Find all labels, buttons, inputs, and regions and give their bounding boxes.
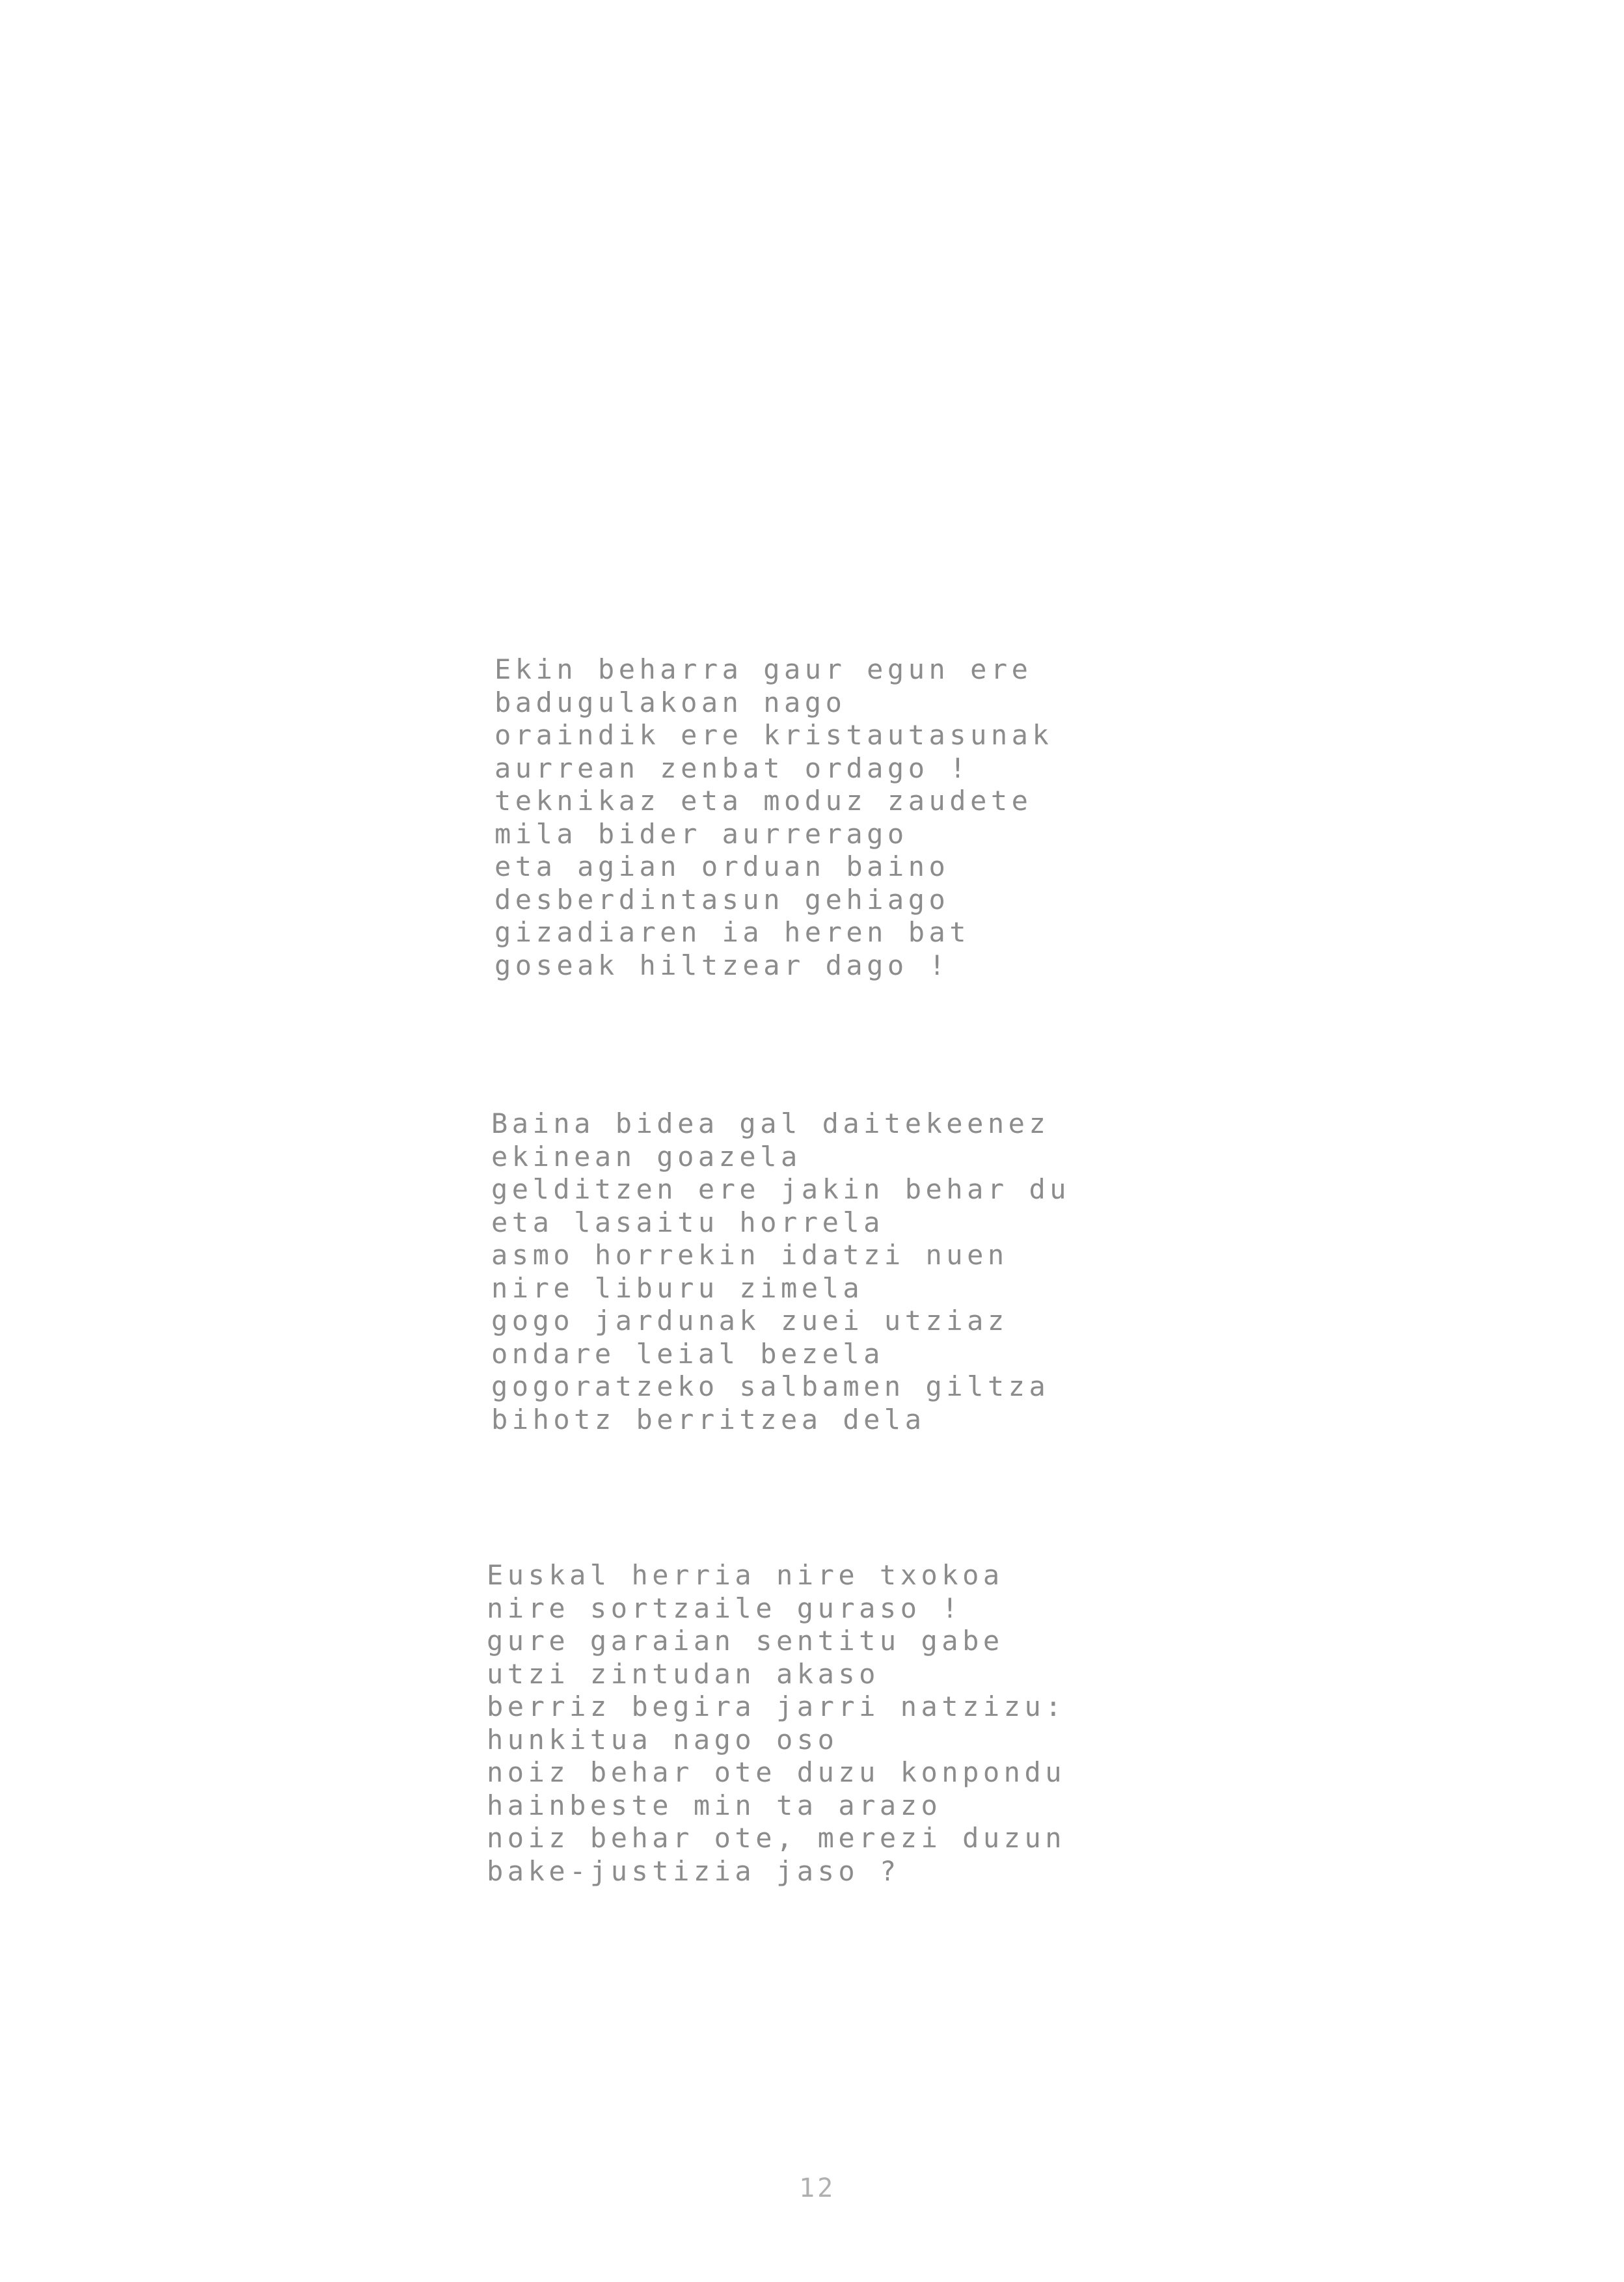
verse-line: hainbeste min ta arazo xyxy=(487,1789,942,1821)
verse-line: noiz behar ote, merezi duzun xyxy=(487,1822,1066,1854)
verse-line: mila bider aurrerago xyxy=(494,817,908,850)
stanza-2 xyxy=(491,1107,1070,1436)
verse-line: eta lasaitu horrela xyxy=(491,1206,884,1238)
verse-line: hunkitua nago oso xyxy=(487,1723,839,1756)
verse-line: aurrean zenbat ordago ! xyxy=(494,752,971,784)
verse-line: gure garaian sentitu gabe xyxy=(487,1625,1004,1657)
verse-line: ekinean goazela xyxy=(491,1140,802,1173)
verse-line: bake-justizia jaso ? xyxy=(487,1854,900,1887)
verse-line: gelditzen ere jakin behar du xyxy=(491,1173,1071,1205)
verse-line: gizadiaren ia heren bat xyxy=(494,916,971,948)
verse-line: nire sortzaile guraso ! xyxy=(487,1592,963,1624)
stanza-3 xyxy=(487,1559,1066,1888)
verse-line: ondare leial bezela xyxy=(491,1337,884,1370)
verse-line: utzi zintudan akaso xyxy=(487,1657,880,1690)
verse-line: eta agian orduan baino xyxy=(494,850,950,882)
verse-line: nire liburu zimela xyxy=(491,1271,864,1304)
verse-line: gogoratzeko salbamen giltza xyxy=(491,1370,1050,1402)
verse-line: Ekin beharra gaur egun ere xyxy=(494,653,1033,685)
verse-line: bihotz berritzea dela xyxy=(491,1403,926,1435)
verse-line: goseak hiltzear dago ! xyxy=(494,949,950,981)
stanza-1 xyxy=(494,653,1053,982)
verse-line: Baina bidea gal daitekeenez xyxy=(491,1107,1050,1139)
verse-line: desberdintasun gehiago xyxy=(494,883,950,916)
verse-line: oraindik ere kristautasunak xyxy=(494,719,1053,751)
verse-line: asmo horrekin idatzi nuen xyxy=(491,1239,1008,1271)
verse-line: badugulakoan nago xyxy=(494,686,846,718)
verse-line: berriz begira jarri natzizu: xyxy=(487,1691,1066,1722)
verse-line: teknikaz eta moduz zaudete xyxy=(494,785,1033,817)
page-number: 12 xyxy=(799,2173,836,2203)
verse-line: noiz behar ote duzu konpondu xyxy=(487,1756,1066,1788)
verse-line: Euskal herria nire txokoa xyxy=(487,1559,1004,1591)
verse-line: gogo jardunak zuei utziaz xyxy=(491,1305,1008,1337)
